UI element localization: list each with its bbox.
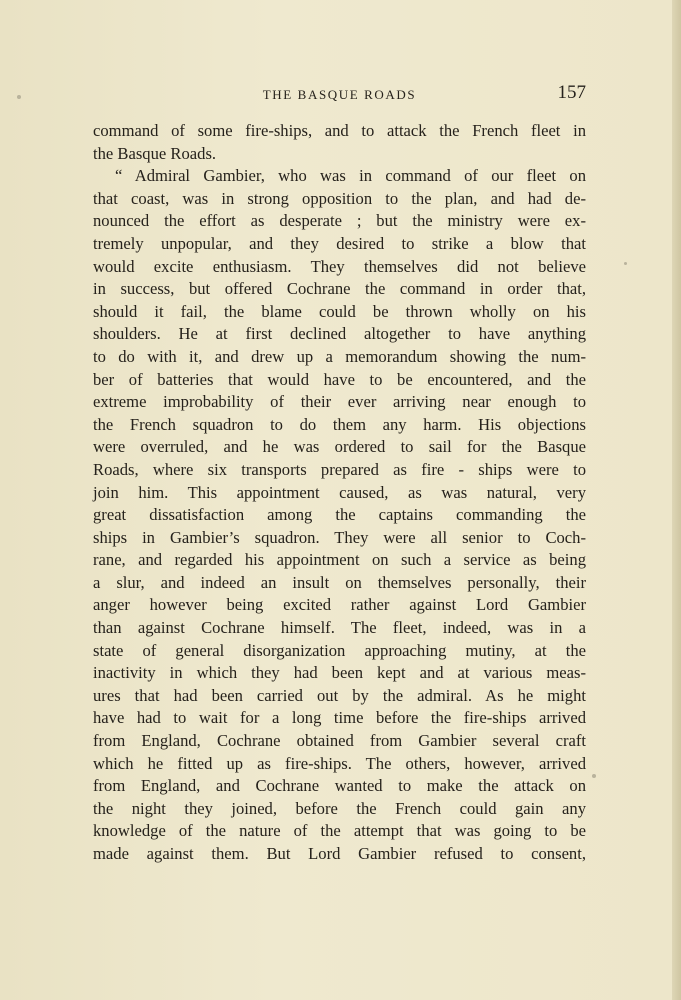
text-line: great dissatisfaction among the captains commanding the [93,505,586,525]
text-line: in success, but offered Cochrane the command in order that, [93,279,586,299]
running-head [93,84,586,106]
text-line: the French squadron to do them any harm. His objections [93,414,586,434]
text-line: than against Cochrane himself. The fleet, indeed, was in a [93,618,586,638]
text-line: have had to wait for a long time before the fire-ships arrived [93,708,586,728]
text-line: inactivity in which they had been kept and at various meas- [93,663,586,683]
body-text [93,120,586,866]
text-line: nounced the effort as desperate ; but the ministry were ex- [93,211,586,231]
text-line: knowledge of the nature of the attempt that was going to be [93,821,586,841]
text-line: which he fitted up as fire-ships. The others, however, arrived [93,753,586,773]
text-line: ber of batteries that would have to be encountered, and the [93,369,586,389]
paper-speck [624,262,627,265]
text-line: made against them. But Lord Gambier refused to consent, [93,844,586,863]
text-line: “ Admiral Gambier, who was in command of our fleet on [115,166,586,186]
text-line: should it fail, the blame could be thrown wholly on his [93,301,586,321]
text-line: command of some fire-ships, and to attack the French fleet in [93,121,586,140]
text-line: join him. This appointment caused, as was natural, very [93,482,586,502]
text-line: a slur, and indeed an insult on themselves personally, their [93,572,586,592]
text-line: ures that had been carried out by the admiral. As he might [93,685,586,705]
paper-speck [592,774,596,778]
text-line: from England, and Cochrane wanted to make the attack on [93,776,586,796]
page-edge-shadow [672,0,681,1000]
text-line: the night they joined, before the French could gain any [93,798,586,818]
text-line: that coast, was in strong opposition to the plan, and had de- [93,188,586,208]
text-line: were overruled, and he was ordered to sail for the Basque [93,437,586,457]
page-number: 157 [557,82,586,103]
text-line: anger however being excited rather against Lord Gambier [93,595,586,615]
text-line: the Basque Roads. [93,143,217,163]
text-line: tremely unpopular, and they desired to strike a blow that [93,233,586,253]
text-line: from England, Cochrane obtained from Gambier several craft [93,731,586,751]
paper-speck [17,95,21,99]
text-line: Roads, where six transports prepared as fire - ships were to [93,459,586,479]
text-line: rane, and regarded his appointment on such a service as being [93,550,586,570]
text-line: ships in Gambier’s squadron. They were all senior to Coch- [93,527,586,547]
running-title: THE BASQUE ROADS [262,87,417,102]
text-line: extreme improbability of their ever arriving near enough to [93,392,586,412]
text-line: would excite enthusiasm. They themselves did not believe [93,256,586,276]
text-line: to do with it, and drew up a memorandum showing the num- [93,346,586,366]
text-line: state of general disorganization approaching mutiny, at the [93,640,586,660]
text-line: shoulders. He at first declined altogether to have anything [93,324,586,344]
